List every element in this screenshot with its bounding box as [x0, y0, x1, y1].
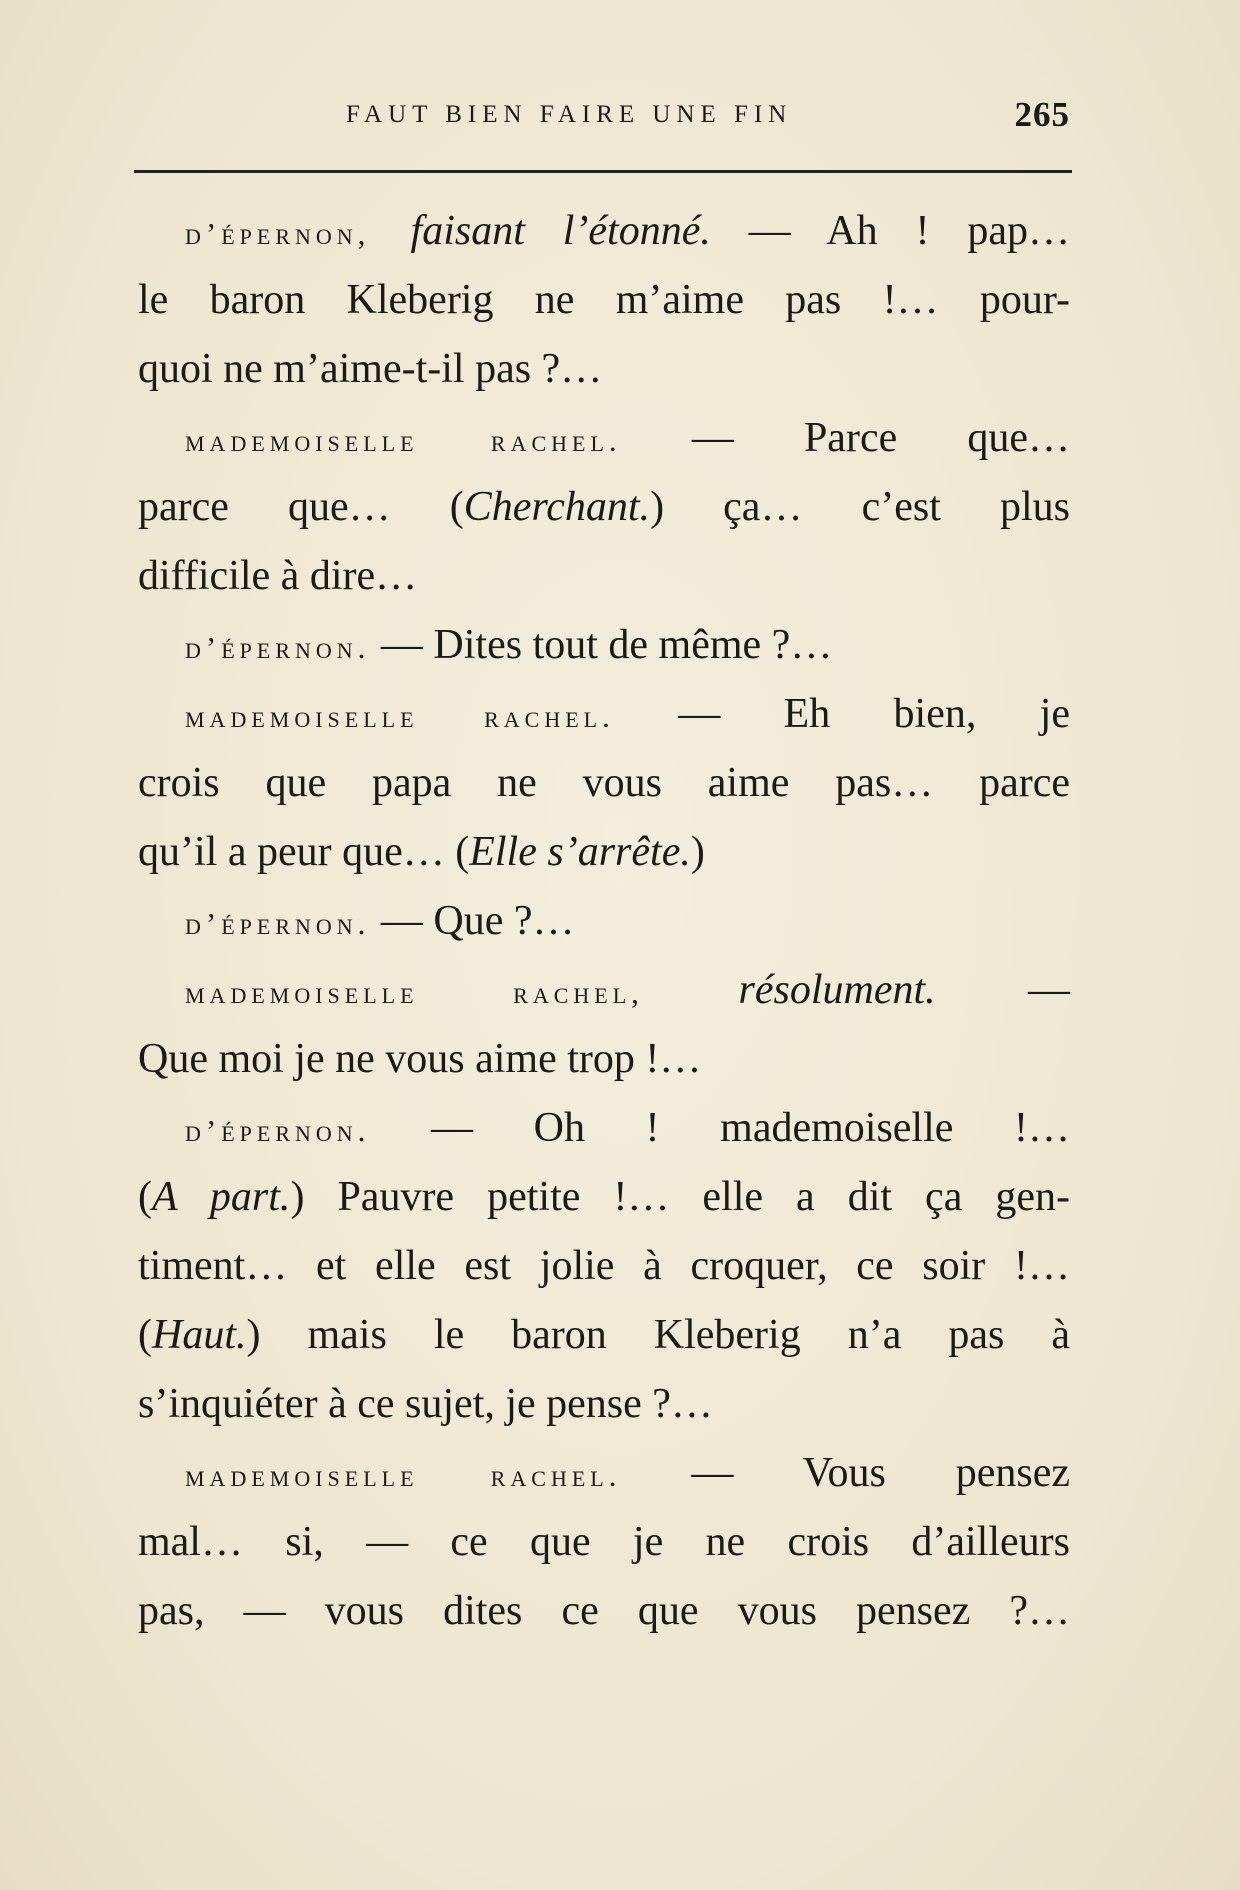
line-text: —: [935, 967, 1071, 1013]
text-line: [138, 1370, 1070, 1439]
text-line: [138, 404, 1070, 473]
text-line: [138, 266, 1070, 335]
line-text: pas, — vous dites ce que vous pensez ?…: [138, 1588, 1070, 1634]
dialogue-text: [138, 197, 1070, 1646]
speaker-name: d’épernon.: [185, 1113, 371, 1148]
line-text: difficile à dire…: [138, 553, 418, 599]
speaker-name: d’épernon.: [185, 906, 371, 941]
line-text: — Oh ! mademoiselle !…: [370, 1105, 1070, 1151]
header-rule: [134, 170, 1072, 173]
line-text: s’inquiéter à ce sujet, je pense ?…: [138, 1381, 713, 1427]
speaker-name: mademoiselle rachel.: [185, 1458, 622, 1493]
page-number: 265: [1014, 95, 1070, 134]
line-text: qu’il a peur que… (: [138, 829, 470, 875]
text-line: [138, 680, 1070, 749]
line-text: — Vous pensez: [621, 1450, 1070, 1496]
running-header: [138, 95, 1070, 145]
line-text: — Que ?…: [370, 898, 575, 944]
line-text: quoi ne m’aime-t-il pas ?…: [138, 346, 603, 392]
text-line: [138, 818, 1070, 887]
text-line: [138, 1301, 1070, 1370]
line-text: — Eh bien, je: [614, 691, 1070, 737]
line-text: parce que… (: [138, 484, 464, 530]
speaker-name: mademoiselle rachel.: [185, 423, 622, 458]
text-line: [138, 1163, 1070, 1232]
text-line: [138, 1232, 1070, 1301]
line-text: mal… si, — ce que je ne crois d’ailleurs: [138, 1519, 1070, 1565]
line-text: (: [138, 1312, 152, 1358]
text-line: [138, 542, 1070, 611]
speaker-name: d’épernon,: [185, 216, 411, 251]
stage-direction: faisant l’étonné.: [410, 208, 711, 254]
stage-direction: résolument.: [738, 967, 936, 1013]
line-text: le baron Kleberig ne m’aime pas !… pour-: [138, 277, 1070, 323]
line-text: ) mais le baron Kleberig n’a pas à: [246, 1312, 1070, 1358]
text-line: [138, 1025, 1070, 1094]
text-line: [138, 473, 1070, 542]
text-line: [138, 1508, 1070, 1577]
text-line: [138, 956, 1070, 1025]
text-line: [138, 335, 1070, 404]
line-text: — Parce que…: [621, 415, 1070, 461]
speaker-name: d’épernon.: [185, 630, 371, 665]
line-text: Que moi je ne vous aime trop !…: [138, 1036, 702, 1082]
line-text: timent… et elle est jolie à croquer, ce soir !…: [138, 1243, 1070, 1289]
text-line: [138, 1577, 1070, 1646]
line-text: — Dites tout de même ?…: [370, 622, 833, 668]
line-text: (: [138, 1174, 152, 1220]
speaker-name: mademoiselle rachel.: [185, 699, 615, 734]
line-text: ) ça… c’est plus: [650, 484, 1070, 530]
text-line: [138, 749, 1070, 818]
stage-direction: Haut.: [152, 1312, 247, 1358]
text-line: [138, 887, 1070, 956]
line-text: crois que papa ne vous aime pas… parce: [138, 760, 1070, 806]
text-line: [138, 1094, 1070, 1163]
text-line: [138, 611, 1070, 680]
stage-direction: Elle s’arrête.: [469, 829, 691, 875]
speaker-name: mademoiselle rachel,: [185, 975, 739, 1010]
text-line: [138, 1439, 1070, 1508]
stage-direction: Cherchant.: [463, 484, 651, 530]
text-line: [138, 197, 1070, 266]
line-text: ): [690, 829, 705, 875]
line-text: ) Pauvre petite !… elle a dit ça gen-: [290, 1174, 1070, 1220]
running-title: FAUT BIEN FAIRE UNE FIN: [346, 101, 793, 128]
stage-direction: A part.: [152, 1174, 291, 1220]
line-text: — Ah ! pap…: [710, 208, 1070, 254]
